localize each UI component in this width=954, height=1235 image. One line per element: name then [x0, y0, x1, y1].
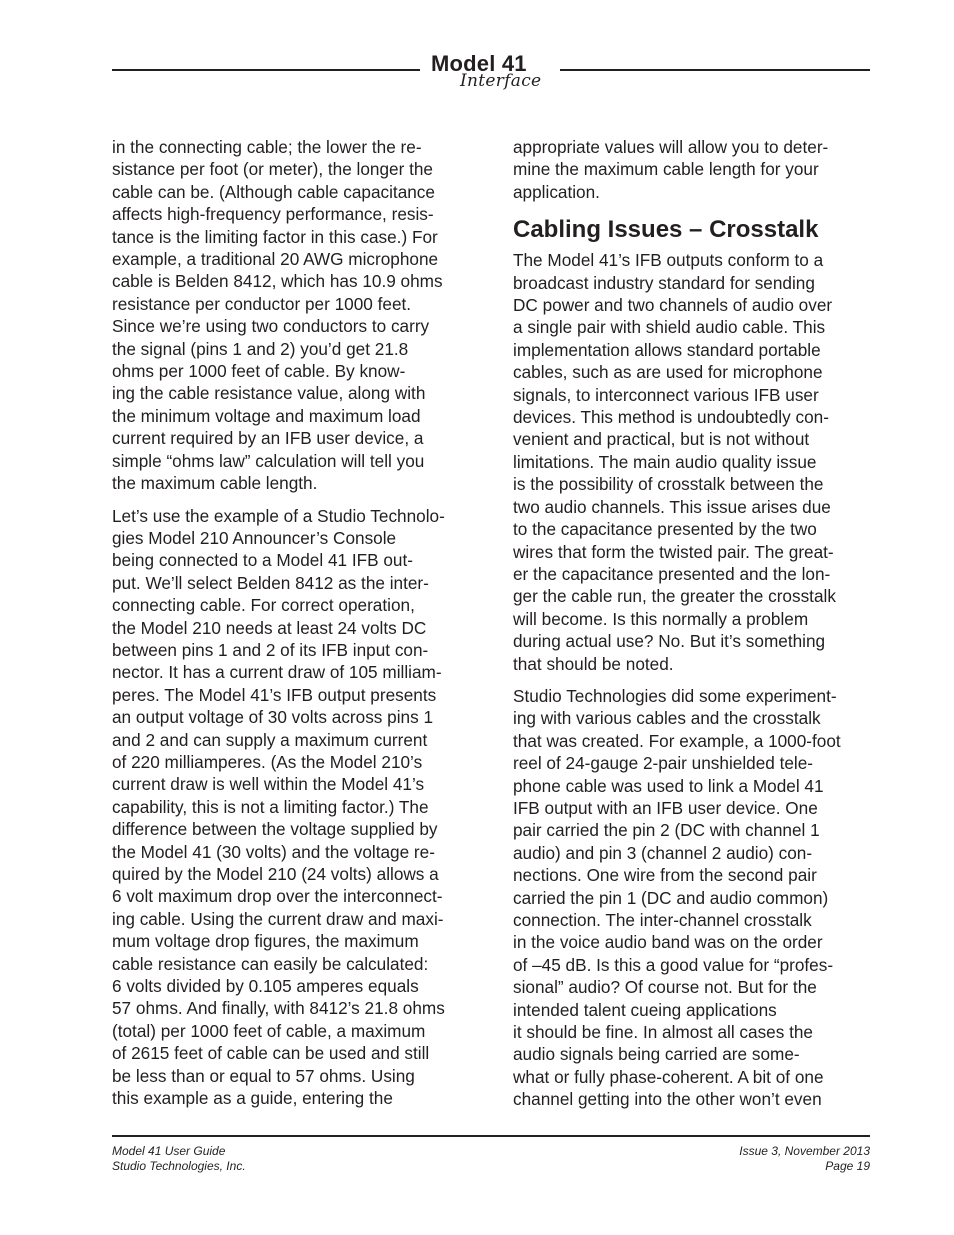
text-line: cables, such as are used for microphone	[513, 362, 823, 383]
text-line: is the possibility of crosstalk between the	[513, 474, 824, 495]
text-line: an output voltage of 30 volts across pins 1	[112, 707, 434, 728]
text-line: gies Model 210 Announcer’s Console	[112, 527, 397, 548]
text-line: sistance per foot (or meter), the longer the	[112, 159, 433, 180]
text-line: connection. The inter-channel crosstalk	[513, 910, 812, 930]
text-line: in the voice audio band was on the order	[513, 932, 823, 953]
text-line: Let’s use the example of a Studio Technolo-	[112, 505, 445, 526]
text-line: phone cable was used to link a Model 41	[513, 775, 824, 796]
body-paragraph	[112, 136, 482, 495]
text-line: two audio channels. This issue arises due	[513, 496, 831, 517]
text-line: channel getting into the other won’t even	[513, 1089, 822, 1110]
text-line: this example as a guide, entering the	[112, 1088, 393, 1109]
text-line: signals, to interconnect various IFB user	[513, 384, 819, 405]
text-line: venient and practical, but is not without	[513, 429, 810, 450]
text-line: cable is Belden 8412, which has 10.9 ohms	[112, 271, 443, 292]
text-line: pair carried the pin 2 (DC with channel 1	[513, 820, 820, 841]
text-line: 6 volts divided by 0.105 amperes equals	[112, 976, 419, 997]
body-paragraph	[112, 505, 482, 1110]
section-heading: Cabling Issues – Crosstalk	[513, 216, 819, 244]
body-paragraph	[513, 685, 873, 1111]
text-line: tance is the limiting factor in this case.) For	[112, 226, 438, 247]
footer-right	[739, 1144, 870, 1174]
text-line: be less than or equal to 57 ohms. Using	[112, 1065, 415, 1086]
text-line: application.	[513, 181, 600, 202]
text-line: that should be noted.	[513, 653, 674, 674]
text-line: appropriate values will allow you to deter-	[513, 137, 829, 157]
text-line: being connected to a Model 41 IFB out-	[112, 550, 413, 571]
text-line: of –45 dB. Is this a good value for “profes-	[513, 954, 834, 975]
text-line: er the capacitance presented and the lon-	[513, 563, 831, 584]
text-line: ger the cable run, the greater the crosstalk	[513, 586, 836, 607]
text-line: ing with various cables and the crosstalk	[513, 708, 821, 729]
text-line: reel of 24-gauge 2-pair unshielded tele-	[513, 753, 814, 774]
text-line: the signal (pins 1 and 2) you’d get 21.8	[112, 338, 409, 359]
text-line: implementation allows standard portable	[513, 339, 821, 360]
text-line: 57 ohms. And finally, with 8412’s 21.8 ohms	[112, 998, 445, 1019]
text-line: the minimum voltage and maximum load	[112, 405, 421, 426]
text-line: in the connecting cable; the lower the re-	[112, 137, 422, 157]
text-line: 6 volt maximum drop over the interconnect-	[112, 886, 443, 907]
text-line: quired by the Model 210 (24 volts) allows a	[112, 864, 439, 884]
header-rule-left	[112, 69, 420, 71]
text-line: the Model 41 (30 volts) and the voltage re-	[112, 841, 435, 862]
left-column	[112, 136, 482, 1119]
text-line: between pins 1 and 2 of its IFB input con-	[112, 639, 429, 660]
text-line: that was created. For example, a 1000-foot	[513, 730, 841, 751]
text-line: current required by an IFB user device, a	[112, 428, 424, 449]
product-logo-subtitle: Interface	[460, 71, 542, 91]
text-line: it should be fine. In almost all cases the	[513, 1022, 813, 1043]
text-line: affects high-frequency performance, resis-	[112, 204, 434, 225]
text-line: wires that form the twisted pair. The great-	[513, 541, 834, 562]
text-line: DC power and two channels of audio over	[513, 295, 833, 316]
footer-guide-title: Model 41 User Guide	[112, 1144, 226, 1158]
text-line: ing the cable resistance value, along with	[112, 383, 426, 404]
text-line: put. We’ll select Belden 8412 as the inter-	[112, 572, 429, 593]
text-line: mum voltage drop figures, the maximum	[112, 931, 419, 952]
text-line: Since we’re using two conductors to carry	[112, 316, 430, 337]
text-line: nector. It has a current draw of 105 milliam-	[112, 662, 442, 683]
product-logo-title: Model 41	[431, 51, 527, 76]
text-line: and 2 and can supply a maximum current	[112, 729, 428, 750]
right-column	[513, 136, 873, 1121]
body-paragraph	[513, 249, 873, 675]
text-line: mine the maximum cable length for your	[513, 159, 819, 180]
text-line: ohms per 1000 feet of cable. By know-	[112, 361, 406, 382]
text-line: carried the pin 1 (DC and audio common)	[513, 887, 829, 908]
text-line: resistance per conductor per 1000 feet.	[112, 293, 412, 314]
text-line: sional” audio? Of course not. But for the	[513, 977, 817, 998]
text-line: current draw is well within the Model 41’s	[112, 774, 425, 795]
text-line: IFB output with an IFB user device. One	[513, 797, 818, 818]
text-line: of 220 milliamperes. (As the Model 210’s	[112, 751, 423, 772]
text-line: difference between the voltage supplied by	[112, 819, 438, 840]
text-line: example, a traditional 20 AWG microphone	[112, 249, 439, 270]
text-line: Studio Technologies did some experiment-	[513, 685, 837, 706]
text-line: broadcast industry standard for sending	[513, 272, 815, 293]
text-line: connecting cable. For correct operation,	[112, 595, 415, 616]
header-rule-right	[560, 69, 870, 71]
text-line: devices. This method is undoubtedly con-	[513, 407, 829, 428]
text-line: limitations. The main audio quality issue	[513, 451, 817, 472]
text-line: to the capacitance presented by the two	[513, 519, 817, 540]
text-line: The Model 41’s IFB outputs conform to a	[513, 250, 824, 271]
text-line: audio signals being carried are some-	[513, 1044, 800, 1065]
text-line: of 2615 feet of cable can be used and still	[112, 1043, 430, 1064]
footer-rule	[112, 1135, 870, 1137]
text-line: audio) and pin 3 (channel 2 audio) con-	[513, 842, 813, 863]
text-line: intended talent cueing applications	[513, 999, 777, 1020]
section-body	[513, 249, 873, 1110]
text-line: the maximum cable length.	[112, 473, 318, 494]
text-line: during actual use? No. But it’s something	[513, 631, 826, 652]
intro-paragraph	[513, 136, 873, 203]
footer-left	[112, 1144, 246, 1174]
text-line: will become. Is this normally a problem	[513, 608, 809, 629]
text-line: a single pair with shield audio cable. This	[513, 317, 826, 338]
text-line: (total) per 1000 feet of cable, a maximum	[112, 1020, 426, 1041]
text-line: the Model 210 needs at least 24 volts DC	[112, 617, 427, 638]
text-line: peres. The Model 41’s IFB output presents	[112, 684, 437, 705]
footer-issue: Issue 3, November 2013	[739, 1144, 870, 1158]
text-line: cable resistance can easily be calculated:	[112, 953, 429, 974]
text-line: what or fully phase-coherent. A bit of one	[513, 1066, 824, 1087]
footer-page-number: Page 19	[825, 1159, 870, 1173]
text-line: ing cable. Using the current draw and maxi-	[112, 908, 444, 929]
text-line: capability, this is not a limiting factor.) The	[112, 796, 429, 817]
text-line: simple “ohms law” calculation will tell you	[112, 450, 425, 471]
text-line: nections. One wire from the second pair	[513, 865, 817, 886]
footer-company: Studio Technologies, Inc.	[112, 1159, 246, 1173]
text-line: cable can be. (Although cable capacitance	[112, 181, 435, 202]
